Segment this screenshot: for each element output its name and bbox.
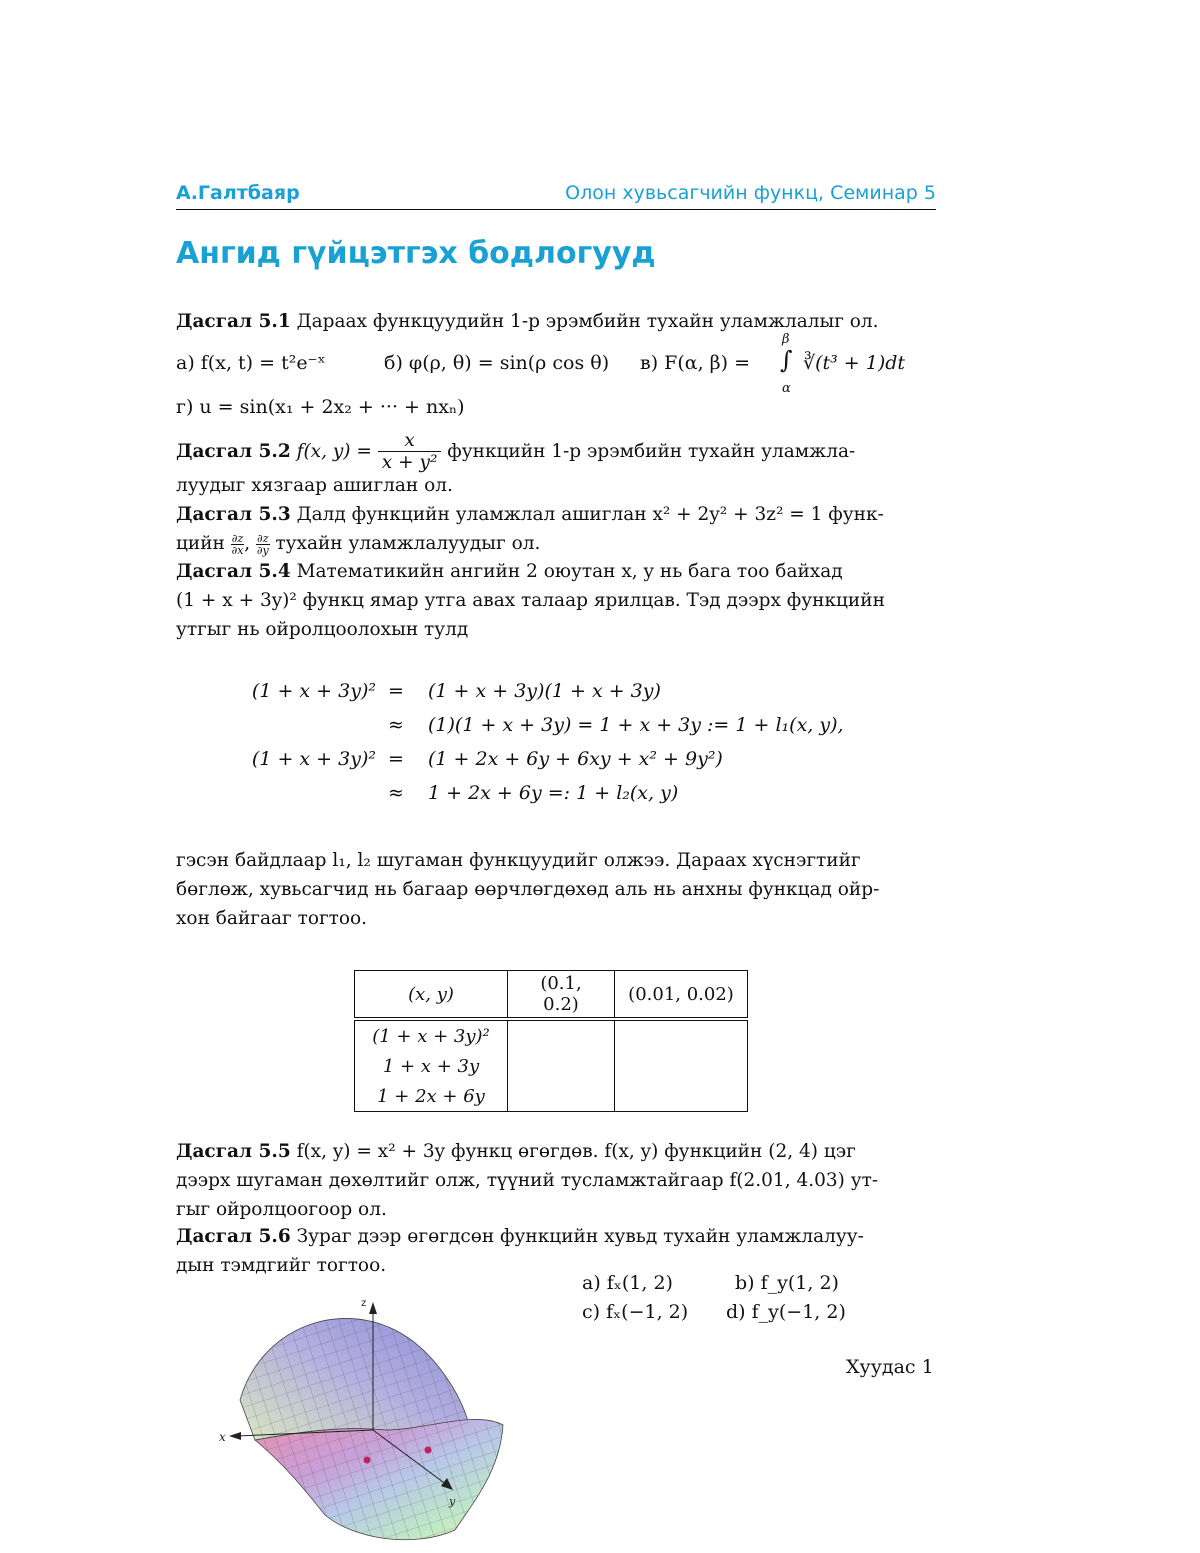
page-number: Хуудас 1 (846, 1356, 934, 1378)
table-cell (508, 1081, 615, 1112)
ex56-label: Дасгал 5.6 (176, 1226, 291, 1247)
eq1-rhs: (1 + x + 3y)(1 + x + 3y) (428, 680, 661, 702)
eq3-lhs: (1 + x + 3y)² (251, 748, 376, 770)
ex56-line1 (176, 1222, 936, 1251)
ex52-frac-den: x + y² (381, 451, 438, 473)
ex53-text1: Далд функцийн уламжлал ашиглан x² + 2y² + 3z² = 1 функ- (290, 504, 884, 525)
ex54-after1: гэсэн байдлаар l₁, l₂ шугаман функцуудийг олжээ. Дараах хүснэгтийг (176, 850, 861, 871)
z-axis-arrow (369, 1302, 377, 1314)
ex56-opt-b: b) f_y(1, 2) (735, 1272, 839, 1294)
eq2-rhs: (1)(1 + x + 3y) = 1 + x + 3y := 1 + l₁(x, y), (428, 714, 844, 736)
saddle-surface-figure (215, 1290, 520, 1550)
table-header-cell: (x, y) (355, 971, 508, 1018)
point-marker (364, 1457, 371, 1464)
ex55-label: Дасгал 5.5 (176, 1141, 291, 1162)
ex51-b: б) φ(ρ, θ) = sin(ρ cos θ) (384, 352, 610, 374)
ex55-text3: гыг ойролцоогоор ол. (176, 1199, 387, 1220)
x-axis-label: x (219, 1430, 226, 1444)
table-row (355, 1021, 748, 1052)
eq3-op: = (388, 748, 404, 770)
ex53-d1-num: ∂z (231, 531, 244, 545)
table-cell (508, 1021, 615, 1052)
table-row-label: 1 + x + 3y (355, 1051, 508, 1081)
ex51-text: Дараах функцуудийн 1-р эрэмбийн тухайн уламжлалыг ол. (290, 311, 879, 332)
table-row (355, 1081, 748, 1112)
ex53-line2: цийн $\frac{\partial z}{\partial x}$ , $\frac{\partial z}{\partial y}$ тухайн уламжлалуудыг ол. (176, 531, 541, 557)
table-row-label: (1 + x + 3y)² (355, 1021, 508, 1052)
ex54-text2: (1 + x + 3y)² функц ямар утга авах талаар ярилцав. Тэд дээрх функцийн (176, 590, 885, 611)
ex52-label: Дасгал 5.2 (176, 441, 291, 462)
ex54-after2: бөглөж, хувьсагчид нь багаар өөрчлөгдөхөд аль нь анхны функцад ойр- (176, 879, 880, 900)
eq3-rhs: (1 + 2x + 6y + 6xy + x² + 9y²) (428, 748, 723, 770)
ex53-d2-den: ∂y (256, 543, 269, 557)
ex56-opt-a: a) fₓ(1, 2) (582, 1272, 673, 1294)
ex52-fraction (378, 431, 442, 474)
ex56-text2: дын тэмдгийг тогтоо. (176, 1255, 387, 1276)
eq2-op: ≈ (388, 714, 404, 736)
eq1-op: = (388, 680, 404, 702)
ex51-c-upper: β (782, 332, 790, 347)
ex53-line1 (176, 500, 936, 529)
ex51-c-prefix: в) F(α, β) = (640, 352, 751, 374)
table-cell (615, 1021, 748, 1052)
ex52-text1: функцийн 1-р эрэмбийн тухайн уламжла- (441, 441, 856, 462)
ex53-d1-den: ∂x (231, 543, 244, 557)
ex54-label: Дасгал 5.4 (176, 561, 291, 582)
ex56-opt-c: c) fₓ(−1, 2) (582, 1301, 689, 1323)
ex54-text3: утгыг нь ойролцоолохын тулд (176, 619, 469, 640)
ex56-text1: Зураг дээр өгөгдсөн функцийн хувьд тухайн уламжлалуу- (290, 1226, 864, 1247)
point-marker (425, 1447, 432, 1454)
ex53-text2-pre: цийн (176, 533, 231, 554)
ex55-text2: дээрх шугаман дөхөлтийг олж, түүний тусламжтайгаар f(2.01, 4.03) ут- (176, 1170, 879, 1191)
ex52-f-prefix: f(x, y) = (296, 441, 372, 462)
ex52-frac-num: x (378, 431, 442, 452)
table-cell (508, 1051, 615, 1081)
ex52-text2: луудыг хязгаар ашиглан ол. (176, 475, 453, 496)
ex51-a: а) f(x, t) = t²e⁻ˣ (176, 352, 326, 374)
table-cell (615, 1051, 748, 1081)
x-axis-arrow (229, 1432, 241, 1440)
approx-table (354, 970, 748, 1112)
ex52-line1 (176, 428, 936, 476)
ex54-line1 (176, 557, 936, 586)
ex51-label: Дасгал 5.1 (176, 311, 291, 332)
ex55-line1 (176, 1137, 936, 1166)
table-header-cell: (0.1, 0.2) (508, 971, 615, 1018)
ex53-label: Дасгал 5.3 (176, 504, 291, 525)
ex54-after3: хон байгааг тогтоо. (176, 908, 368, 929)
header-course: Олон хувьсагчийн функц, Семинар 5 (565, 182, 936, 204)
eq1-lhs: (1 + x + 3y)² (251, 680, 376, 702)
ex56-opt-d: d) f_y(−1, 2) (726, 1301, 846, 1323)
ex53-dzdy (256, 533, 269, 556)
header-rule (176, 209, 936, 210)
section-title: Ангид гүйцэтгэх бодлогууд (176, 236, 656, 271)
eq4-rhs: 1 + 2x + 6y =: 1 + l₂(x, y) (428, 782, 679, 804)
ex54-text1: Математикийн ангийн 2 оюутан x, y нь бага тоо байхад (290, 561, 843, 582)
y-axis-label: y (449, 1495, 456, 1508)
table-row (355, 1051, 748, 1081)
ex53-d2-num: ∂z (257, 531, 269, 545)
ex53-dzdx (231, 533, 244, 556)
table-header-cell: (0.01, 0.02) (615, 971, 748, 1018)
table-header-row (355, 971, 748, 1018)
ex51-statement (176, 307, 936, 336)
ex51-d: г) u = sin(x₁ + 2x₂ + ··· + nxₙ) (176, 396, 465, 418)
ex51-c-lower: α (782, 381, 791, 396)
z-axis-label: z (361, 1298, 367, 1309)
header-author: А.Галтбаяр (176, 182, 300, 204)
table-cell (615, 1081, 748, 1112)
ex53-text2-post: тухайн уламжлалуудыг ол. (269, 533, 541, 554)
surface-grid (240, 1318, 503, 1539)
integral-sign-icon: ∫ (780, 346, 793, 374)
ex51-c-integrand: ∛(t³ + 1)dt (803, 352, 906, 374)
ex55-text1: f(x, y) = x² + 3y функц өгөгдөв. f(x, y) функцийн (2, 4) цэг (290, 1141, 856, 1162)
table-row-label: 1 + 2x + 6y (355, 1081, 508, 1112)
eq4-op: ≈ (388, 782, 404, 804)
